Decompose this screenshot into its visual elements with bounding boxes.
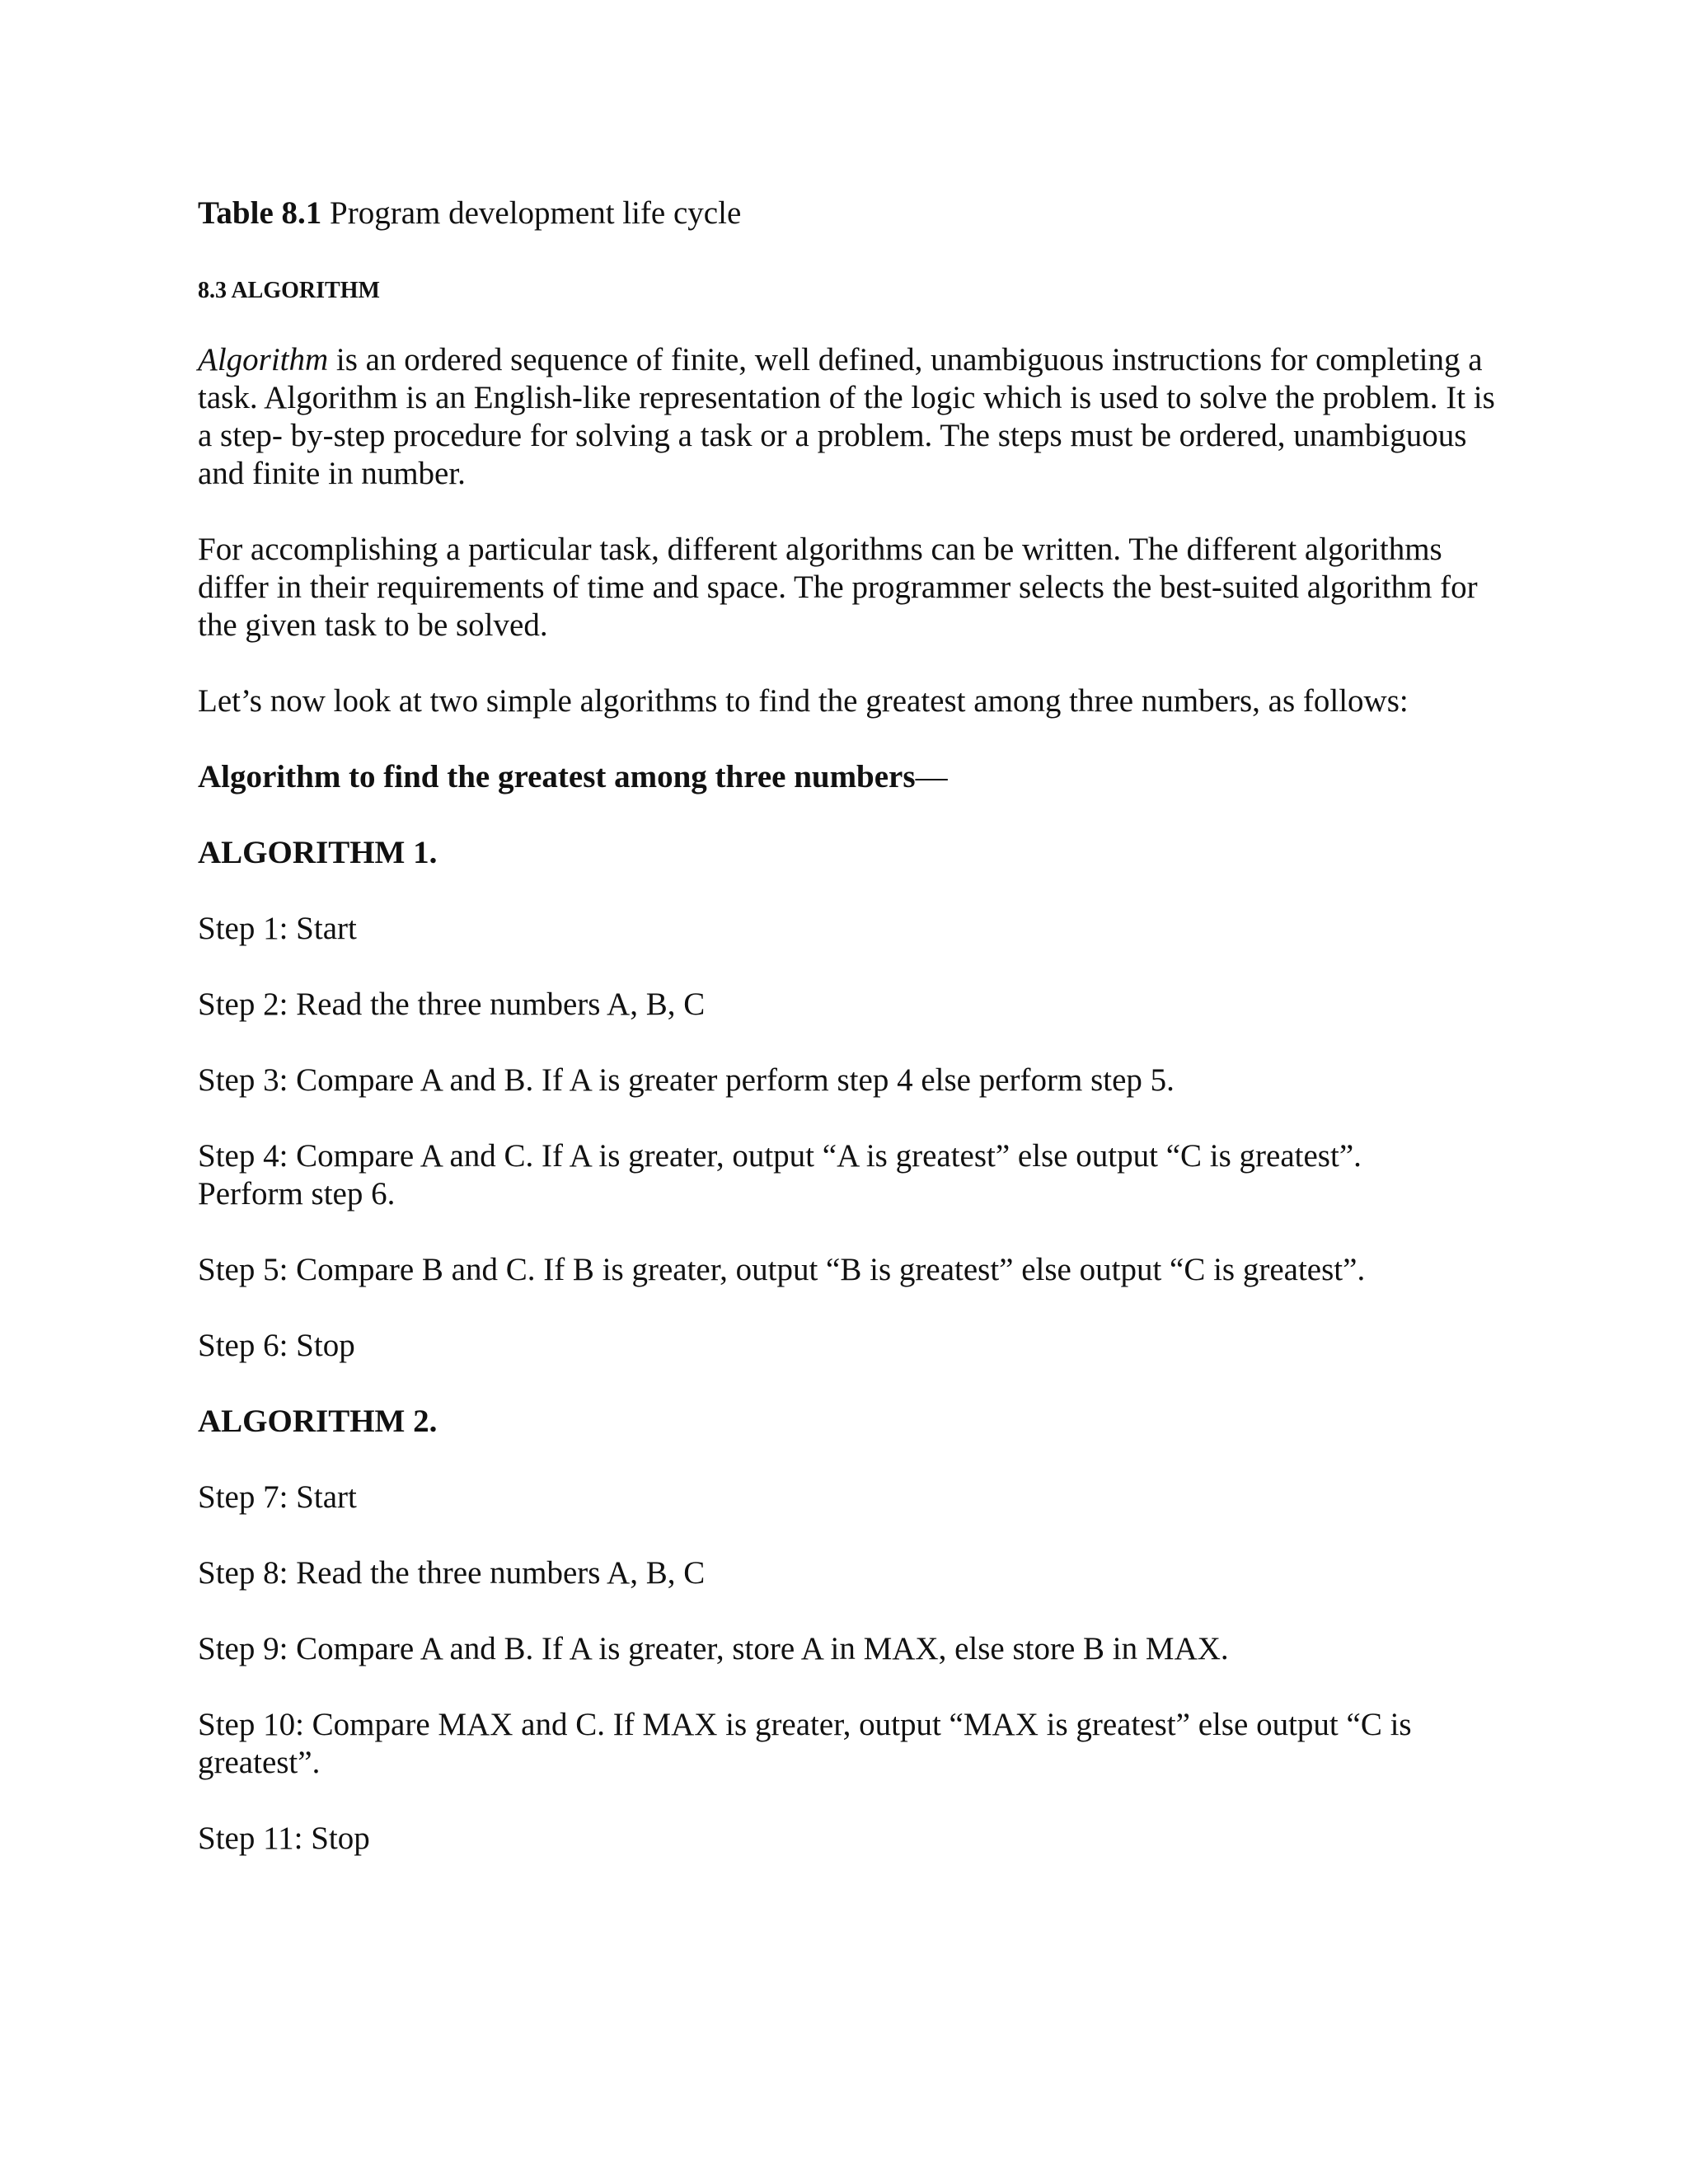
algorithms-heading-text: Algorithm to find the greatest among three numbers xyxy=(198,759,916,794)
paragraph-intro-examples: Let’s now look at two simple algorithms to find the greatest among three numbers, as follows: xyxy=(198,683,1409,719)
algorithm-1-step: Step 3: Compare A and B. If A is greater perform step 4 else perform step 5. xyxy=(198,1062,1175,1098)
section-heading: 8.3 ALGORITHM xyxy=(198,278,380,303)
algorithm-2-step: Step 10: Compare MAX and C. If MAX is greater, output “MAX is greatest” else output “C is xyxy=(198,1707,1412,1742)
algorithm-1-step: Step 4: Compare A and C. If A is greater, output “A is greatest” else output “C is greatest”. xyxy=(198,1138,1362,1174)
algorithm-1-step-continuation: Perform step 6. xyxy=(198,1176,396,1212)
algorithm-2-step: Step 11: Stop xyxy=(198,1821,370,1856)
algorithm-2-step: Step 7: Start xyxy=(198,1479,357,1515)
table-caption-label: Table 8.1 xyxy=(198,195,322,231)
table-caption xyxy=(198,194,1500,232)
algorithm-term: Algorithm xyxy=(198,342,329,377)
algorithm-2-step-continuation: greatest”. xyxy=(198,1745,321,1780)
algorithm-1-step: Step 1: Start xyxy=(198,911,357,946)
algorithms-heading-dash: — xyxy=(915,759,948,794)
algorithm-2-title: ALGORITHM 2. xyxy=(198,1404,438,1439)
algorithm-2-step: Step 9: Compare A and B. If A is greater, store A in MAX, else store B in MAX. xyxy=(198,1631,1229,1666)
algorithm-1-step: Step 5: Compare B and C. If B is greater, output “B is greatest” else output “C is greatest”. xyxy=(198,1252,1366,1287)
algorithms-heading xyxy=(198,758,1500,796)
paragraph-algorithm-definition xyxy=(198,341,1500,493)
table-caption-text: Program development life cycle xyxy=(321,195,742,231)
algorithm-1-step: Step 2: Read the three numbers A, B, C xyxy=(198,987,706,1022)
paragraph-different-algorithms: For accomplishing a particular task, different algorithms can be written. The different algorithms differ in their requirements of time and space. The programmer selects the best-suited algorithm for the given task to be solved. xyxy=(198,532,1478,643)
paragraph-algorithm-definition-text: is an ordered sequence of finite, well defined, unambiguous instructions for completing a task. Algorithm is an English-like representation of the logic which is used to solve the problem. It is a step- by-step procedure for solving a task or a problem. The steps must be ordered, unambiguous and finite in number. xyxy=(198,342,1495,491)
algorithm-2-step: Step 8: Read the three numbers A, B, C xyxy=(198,1555,706,1591)
algorithm-1-title: ALGORITHM 1. xyxy=(198,835,438,870)
algorithm-1-step: Step 6: Stop xyxy=(198,1328,355,1363)
